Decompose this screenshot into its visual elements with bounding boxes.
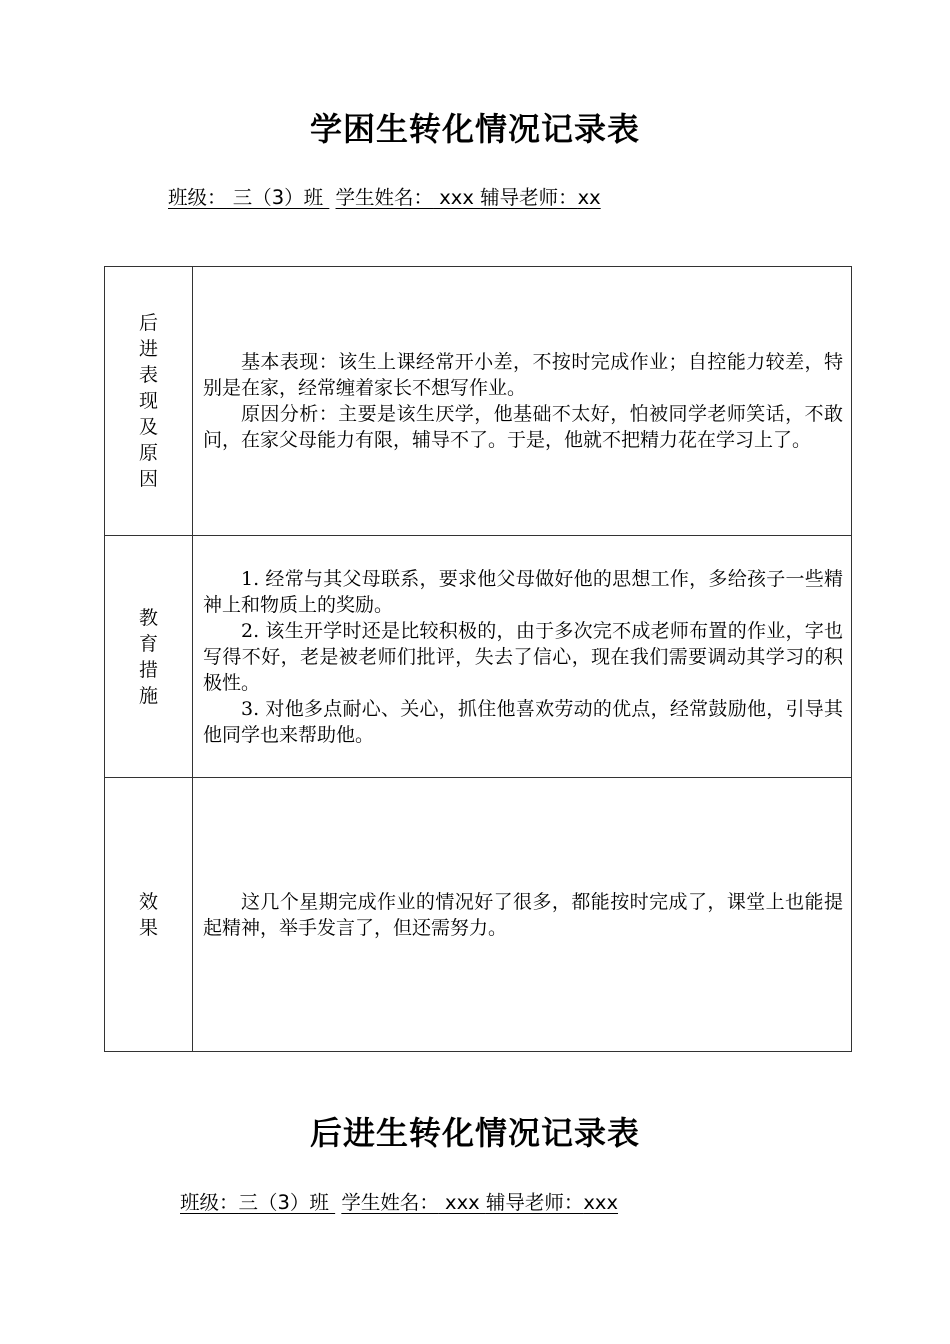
teacher-value: xxx [583,1191,619,1214]
teacher-label: 辅导老师： [485,1191,584,1214]
class-value: 三（3）班 [238,1191,336,1214]
paragraph: 基本表现：该生上课经常开小差，不按时完成作业；自控能力较差，特别是在家，经常缠着家长不想写作业。 [203,351,843,399]
student-name-label: 学生姓名： [341,1191,439,1214]
table-row-effect [105,778,852,1052]
table-row-performance [105,267,852,536]
teacher-label: 辅导老师： [480,186,578,209]
paragraph: 1. 经常与其父母联系，要求他父母做好他的思想工作，多给孩子一些精神上和物质上的奖励。 [203,567,843,616]
student-info-line [168,182,601,210]
teacher-value: xx [577,186,601,209]
class-label: 班级： [180,1191,239,1214]
paragraph: 2. 该生开学时还是比较积极的，由于多次完不成老师布置的作业，字也写得不好，老是被老师们批评，失去了信心，现在我们需要调动其学习的积极性。 [203,619,843,694]
paragraph: 这几个星期完成作业的情况好了很多，都能按时完成了，课堂上也能提起精神，举手发言了，但还需努力。 [203,890,843,939]
student-name-value: xxx [433,186,481,209]
row-label-measures: 教 育 措 施 [105,536,193,778]
paragraph: 3. 对他多点耐心、关心，抓住他喜欢劳动的优点，经常鼓励他，引导其他同学也来帮助他。 [203,697,843,746]
page-title-second: 后进生转化情况记录表 [309,1114,640,1152]
class-label: 班级： [168,186,227,209]
page-title: 学困生转化情况记录表 [309,110,640,148]
student-name-label: 学生姓名： [335,186,434,209]
student-name-value: xxx [438,1191,486,1214]
paragraph: 原因分析：主要是该生厌学，他基础不太好，怕被同学老师笑话，不敢问，在家父母能力有限，辅导不了。于是，他就不把精力花在学习上了。 [203,403,843,451]
row-content-performance [193,267,852,536]
record-table [104,266,852,1052]
student-info-line-second [180,1187,618,1215]
row-content-measures [193,536,852,778]
table-row-measures [105,536,852,778]
row-content-effect [193,778,852,1052]
row-label-performance: 后 进 表 现 及 原 因 [105,267,193,536]
row-label-effect: 效 果 [105,778,193,1052]
class-value: 三（3）班 [226,186,330,209]
